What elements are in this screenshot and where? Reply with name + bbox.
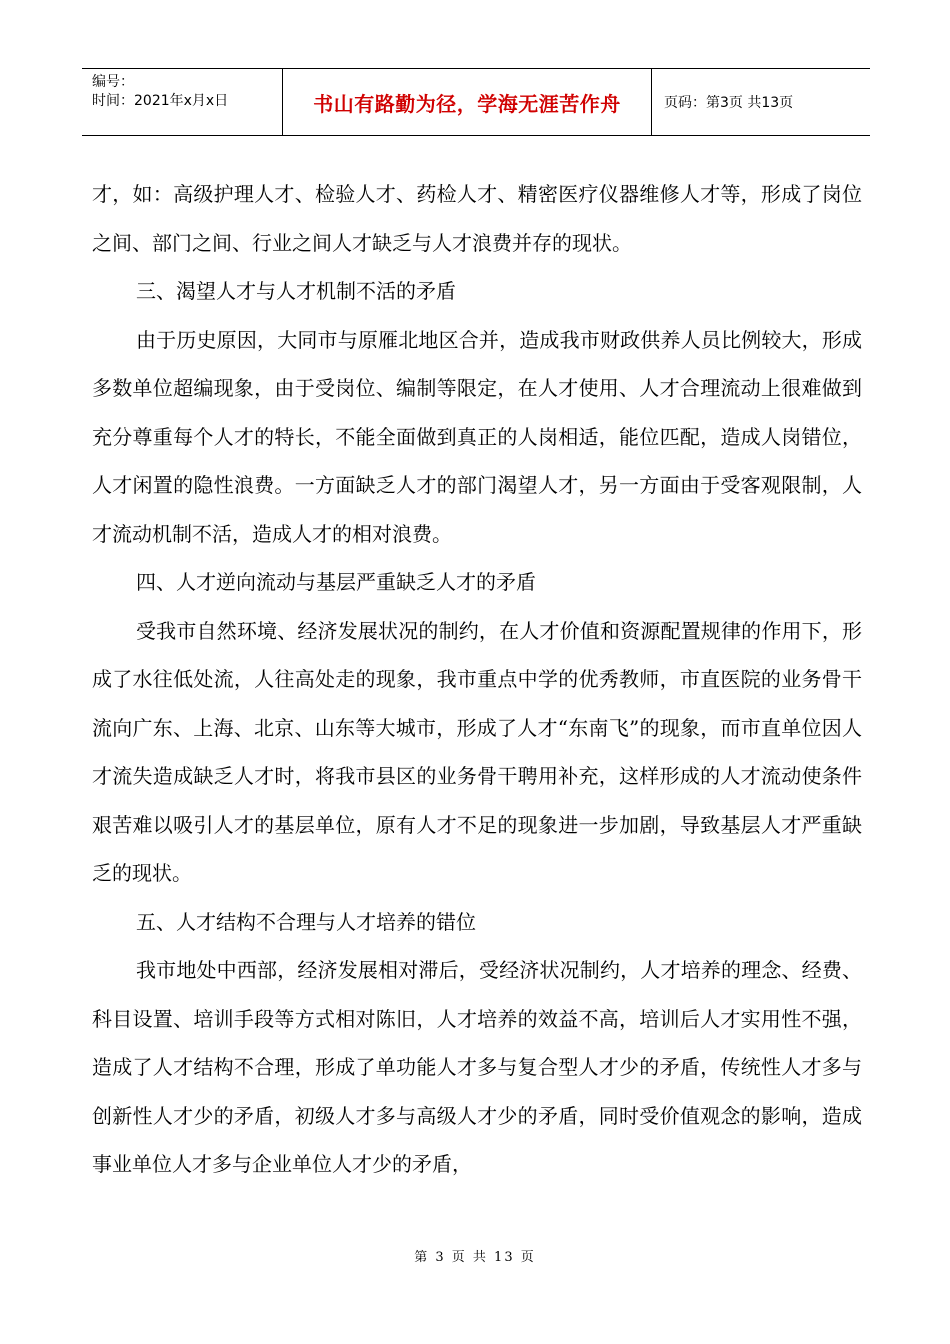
header-motto: 书山有路勤为径，学海无涯苦作舟	[282, 69, 652, 135]
document-body	[92, 170, 862, 1189]
section-heading: 三、渴望人才与人才机制不活的矛盾	[136, 279, 456, 303]
header-meta	[82, 69, 282, 135]
body-paragraph: 才，如：高级护理人才、检验人才、药检人才、精密医疗仪器维修人才等，形成了岗位之间、部门之间、行业之间人才缺乏与人才浪费并存的现状。	[92, 182, 862, 255]
body-paragraph: 由于历史原因，大同市与原雁北地区合并，造成我市财政供养人员比例较大，形成多数单位超编现象，由于受岗位、编制等限定，在人才使用、人才合理流动上很难做到充分尊重每个人才的特长，不能全面做到真正的人岗相适，能位匹配，造成人岗错位，人才闲置的隐性浪费。一方面缺乏人才的部门渴望人才，另一方面由于受客观限制，人才流动机制不活，造成人才的相对浪费。	[92, 327, 862, 546]
body-paragraph: 受我市自然环境、经济发展状况的制约，在人才价值和资源配置规律的作用下，形成了水往低处流，人往高处走的现象，我市重点中学的优秀教师，市直医院的业务骨干流向广东、上海、北京、山东等大城市，形成了人才“东南飞”的现象，而市直单位因人才流失造成缺乏人才时，将我市县区的业务骨干聘用补充，这样形成的人才流动使条件艰苦难以吸引人才的基层单位，原有人才不足的现象进一步加剧，导致基层人才严重缺乏的现状。	[92, 618, 862, 885]
page-footer: 第 3 页 共 13 页	[414, 1250, 536, 1265]
document-date: 时间：2021年x月x日	[92, 93, 229, 109]
section-heading: 四、人才逆向流动与基层严重缺乏人才的矛盾	[136, 570, 536, 594]
page-header	[82, 68, 870, 136]
body-paragraph: 我市地处中西部，经济发展相对滞后，受经济状况制约，人才培养的理念、经费、科目设置、培训手段等方式相对陈旧，人才培养的效益不高，培训后人才实用性不强，造成了人才结构不合理，形成了单功能人才多与复合型人才少的矛盾，传统性人才多与创新性人才少的矛盾，初级人才多与高级人才少的矛盾，同时受价值观念的影响，造成事业单位人才多与企业单位人才少的矛盾，	[92, 958, 862, 1176]
document-number-label: 编号：	[92, 74, 134, 90]
section-heading: 五、人才结构不合理与人才培养的错位	[136, 909, 476, 934]
header-page-info: 页码：第3页 共13页	[664, 95, 794, 111]
